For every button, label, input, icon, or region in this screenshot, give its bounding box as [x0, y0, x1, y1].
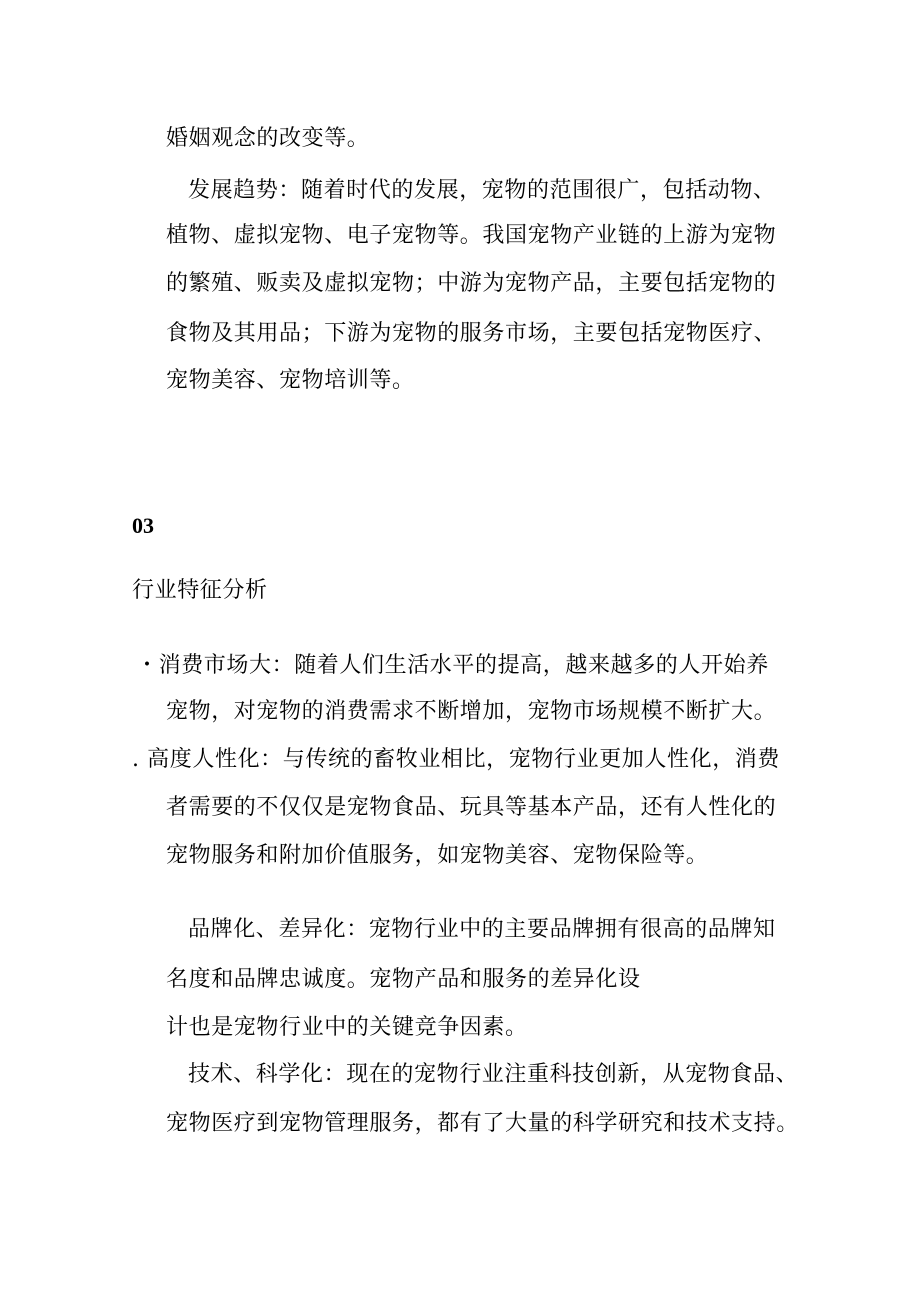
feature-line-9: 技术、科学化：现在的宠物行业注重科技创新，从宠物食品、 [188, 1062, 799, 1087]
intro-line-6: 宠物美容、宠物培训等。 [166, 368, 415, 393]
feature-line-10: 宠物医疗到宠物管理服务，都有了大量的科学研究和技术支持。 [166, 1111, 799, 1136]
intro-line-4: 的繁殖、贩卖及虚拟宠物；中游为宠物产品，主要包括宠物的 [166, 271, 777, 296]
intro-line-5: 食物及其用品；下游为宠物的服务市场，主要包括宠物医疗、 [166, 321, 777, 346]
section-number: 03 [132, 513, 154, 538]
feature-line-7: 名度和品牌忠诚度。宠物产品和服务的差异化设 [166, 967, 641, 992]
feature-line-5: 宠物服务和附加价值服务，如宠物美容、宠物保险等。 [166, 843, 709, 868]
intro-line-1: 婚姻观念的改变等。 [166, 126, 370, 151]
feature-line-6: 品牌化、差异化：宠物行业中的主要品牌拥有很高的品牌知 [188, 917, 776, 942]
feature-line-3: . 高度人性化：与传统的畜牧业相比，宠物行业更加人性化，消费 [132, 747, 780, 772]
feature-line-8: 计也是宠物行业中的关键竞争因素。 [166, 1015, 528, 1040]
intro-line-2: 发展趋势：随着时代的发展，宠物的范围很广，包括动物、 [188, 178, 776, 203]
feature-line-4: 者需要的不仅仅是宠物食品、玩具等基本产品，还有人性化的 [166, 795, 777, 820]
section-title: 行业特征分析 [132, 578, 268, 603]
feature-line-1: ・消费市场大：随着人们生活水平的提高，越来越多的人开始养 [136, 653, 769, 678]
feature-line-2: 宠物，对宠物的消费需求不断增加，宠物市场规模不断扩大。 [166, 699, 777, 724]
intro-line-3: 植物、虚拟宠物、电子宠物等。我国宠物产业链的上游为宠物 [166, 223, 777, 248]
